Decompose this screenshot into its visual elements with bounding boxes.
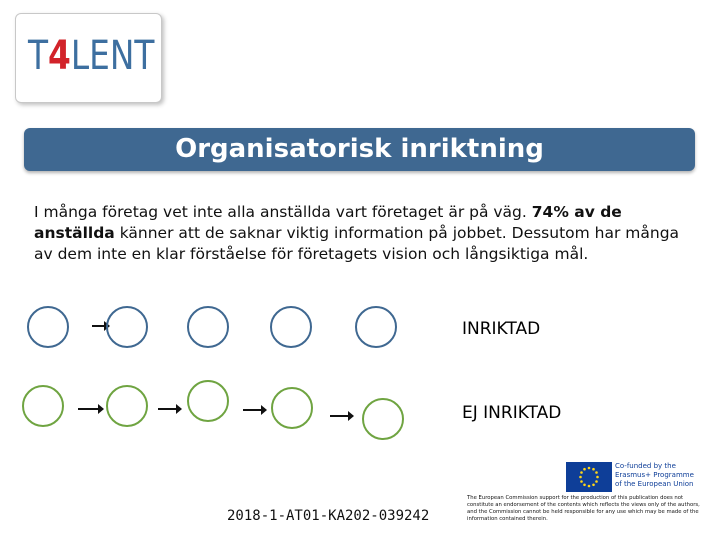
- logo-t: T: [28, 33, 49, 79]
- aligned-circle: [187, 306, 229, 348]
- not-aligned-circle: [187, 380, 229, 422]
- not-aligned-arrow: [78, 408, 100, 410]
- body-paragraph: [34, 202, 694, 265]
- logo: [15, 13, 162, 103]
- aligned-arrow: [92, 325, 106, 327]
- eu-line-1: Co-funded by the: [615, 462, 676, 470]
- not-aligned-arrow: [243, 409, 263, 411]
- not-aligned-arrow: [330, 415, 350, 417]
- paragraph-text-2: känner att de saknar viktig information på jobbet. Dessutom har många av dem inte en klar förståelse för företagets vision och långsiktiga mål.: [34, 224, 680, 263]
- logo-lent: LENT: [70, 33, 155, 79]
- aligned-circle: [355, 306, 397, 348]
- not-aligned-arrow: [158, 408, 178, 410]
- slide-title: Organisatorisk inriktning: [175, 134, 544, 164]
- not-aligned-circle: [362, 398, 404, 440]
- not-aligned-circle: [106, 385, 148, 427]
- paragraph-bold: 74% av de anställda: [34, 203, 622, 242]
- aligned-circle: [106, 306, 148, 348]
- not-aligned-label: EJ INRIKTAD: [462, 403, 562, 423]
- logo-text: [28, 33, 155, 79]
- project-code: 2018-1-AT01-KA202-039242: [227, 508, 430, 524]
- eu-disclaimer: The European Commission support for the production of this publication does not constitute an endorsement of the contents which reflects the views only of the authors, and the Commission cannot be held responsible for any use which may be made of the information contained therein.: [467, 495, 700, 522]
- not-aligned-circle: [22, 385, 64, 427]
- title-banner: [24, 128, 695, 171]
- aligned-circle: [27, 306, 69, 348]
- eu-flag-icon: [566, 462, 612, 492]
- eu-cofunded-text: [615, 462, 710, 489]
- logo-4: 4: [48, 33, 71, 79]
- paragraph-text-1: I många företag vet inte alla anställda vart företaget är på väg.: [34, 203, 532, 221]
- eu-line-3: of the European Union: [615, 480, 694, 488]
- aligned-label: INRIKTAD: [462, 319, 541, 339]
- not-aligned-circle: [271, 387, 313, 429]
- eu-line-2: Erasmus+ Programme: [615, 471, 694, 479]
- aligned-circle: [270, 306, 312, 348]
